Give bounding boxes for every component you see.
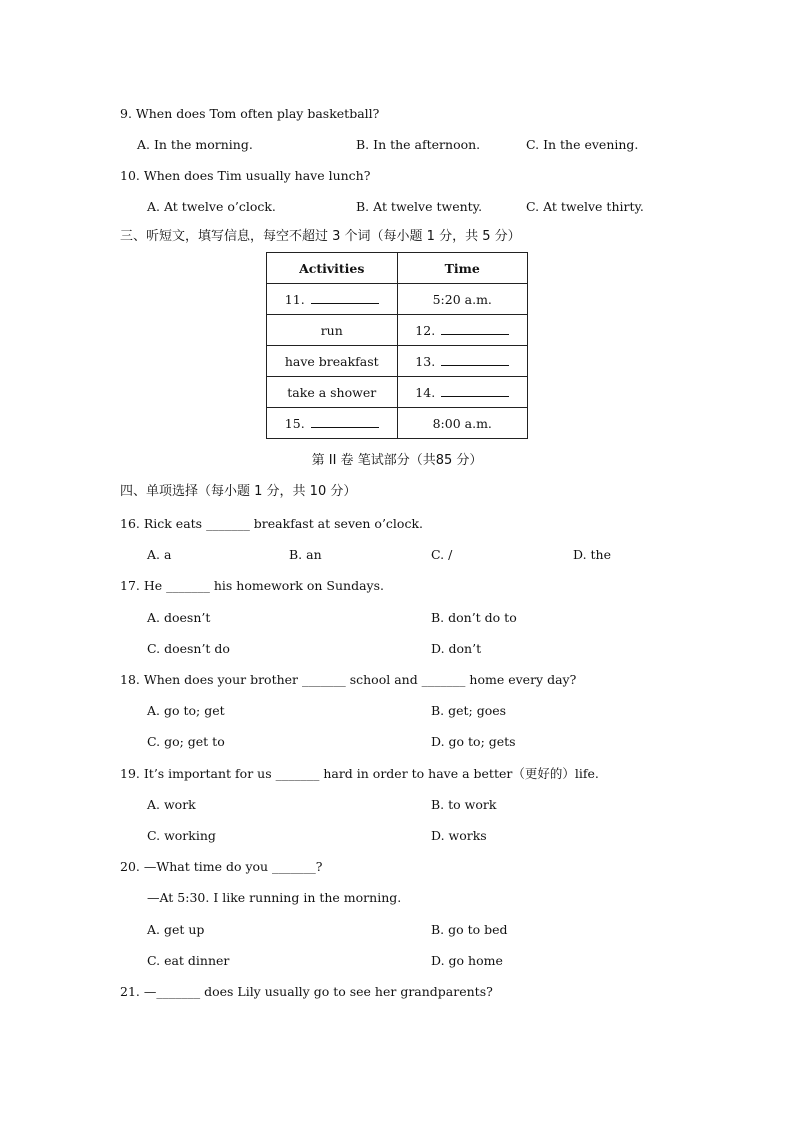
- question-10: 10. When does Tim usually have lunch?: [120, 168, 371, 183]
- question-21: 21. —_______ does Lily usually go to see her grandparents?: [120, 984, 493, 999]
- q18-option-a: A. go to; get: [147, 703, 225, 718]
- q9-option-b: B. In the afternoon.: [356, 137, 481, 152]
- q17-option-b: B. don’t do to: [431, 610, 517, 625]
- section-3-heading: 三、听短文，填写信息，每空不超过 3 个词（每小题 1 分，共 5 分）: [120, 229, 521, 244]
- part-2-title: 第 II 卷 笔试部分（共85 分）: [311, 453, 483, 468]
- section-4-heading: 四、单项选择（每小题 1 分，共 10 分）: [120, 484, 357, 499]
- item-number: 11.: [284, 292, 305, 307]
- activity-cell: have breakfast: [267, 346, 398, 377]
- answer-blank[interactable]: [441, 322, 509, 335]
- time-cell: [397, 377, 528, 408]
- q19-option-c: C. working: [147, 828, 216, 843]
- info-table: [266, 252, 528, 439]
- time-cell: 8:00 a.m.: [397, 408, 528, 439]
- q17-option-d: D. don’t: [431, 641, 482, 656]
- time-cell: [397, 346, 528, 377]
- item-number: 14.: [415, 385, 436, 400]
- question-17: 17. He _______ his homework on Sundays.: [120, 578, 384, 593]
- question-9: 9. When does Tom often play basketball?: [120, 106, 380, 121]
- item-number: 15.: [284, 416, 305, 431]
- q18-option-c: C. go; get to: [147, 734, 225, 749]
- q19-option-a: A. work: [147, 797, 196, 812]
- q18-option-b: B. get; goes: [431, 703, 507, 718]
- activity-cell: run: [267, 315, 398, 346]
- question-19: 19. It’s important for us _______ hard in order to have a better（更好的）life.: [120, 766, 599, 781]
- answer-blank[interactable]: [441, 353, 509, 366]
- q19-option-d: D. works: [431, 828, 487, 843]
- q9-option-a: A. In the morning.: [137, 137, 253, 152]
- header-activities: Activities: [267, 253, 398, 284]
- q16-option-c: C. /: [431, 547, 453, 562]
- q20-option-d: D. go home: [431, 953, 503, 968]
- question-16: 16. Rick eats _______ breakfast at seven o’clock.: [120, 516, 424, 531]
- table-row: [267, 315, 528, 346]
- table-row: [267, 408, 528, 439]
- activity-cell: [267, 408, 398, 439]
- q17-option-a: A. doesn’t: [147, 610, 211, 625]
- q20-option-b: B. go to bed: [431, 922, 508, 937]
- item-number: 13.: [415, 354, 436, 369]
- q10-option-c: C. At twelve thirty.: [526, 199, 644, 214]
- time-cell: [397, 315, 528, 346]
- q10-option-b: B. At twelve twenty.: [356, 199, 483, 214]
- q16-option-a: A. a: [147, 547, 172, 562]
- question-18: 18. When does your brother _______ school and _______ home every day?: [120, 672, 577, 687]
- item-number: 12.: [415, 323, 436, 338]
- answer-blank[interactable]: [441, 384, 509, 397]
- table-header-row: [267, 253, 528, 284]
- q20-option-c: C. eat dinner: [147, 953, 230, 968]
- q16-option-d: D. the: [573, 547, 611, 562]
- q20-option-a: A. get up: [147, 922, 205, 937]
- q19-option-b: B. to work: [431, 797, 497, 812]
- table-row: [267, 346, 528, 377]
- q18-option-d: D. go to; gets: [431, 734, 516, 749]
- header-time: Time: [397, 253, 528, 284]
- q17-option-c: C. doesn’t do: [147, 641, 230, 656]
- answer-blank[interactable]: [311, 415, 379, 428]
- table-row: [267, 284, 528, 315]
- time-cell: 5:20 a.m.: [397, 284, 528, 315]
- answer-blank[interactable]: [311, 291, 379, 304]
- q16-option-b: B. an: [289, 547, 322, 562]
- activity-cell: [267, 284, 398, 315]
- activity-cell: take a shower: [267, 377, 398, 408]
- q9-option-c: C. In the evening.: [526, 137, 639, 152]
- q10-option-a: A. At twelve o’clock.: [147, 199, 276, 214]
- question-20-answer: —At 5:30. I like running in the morning.: [147, 890, 402, 905]
- table-row: [267, 377, 528, 408]
- question-20: 20. —What time do you _______?: [120, 859, 323, 874]
